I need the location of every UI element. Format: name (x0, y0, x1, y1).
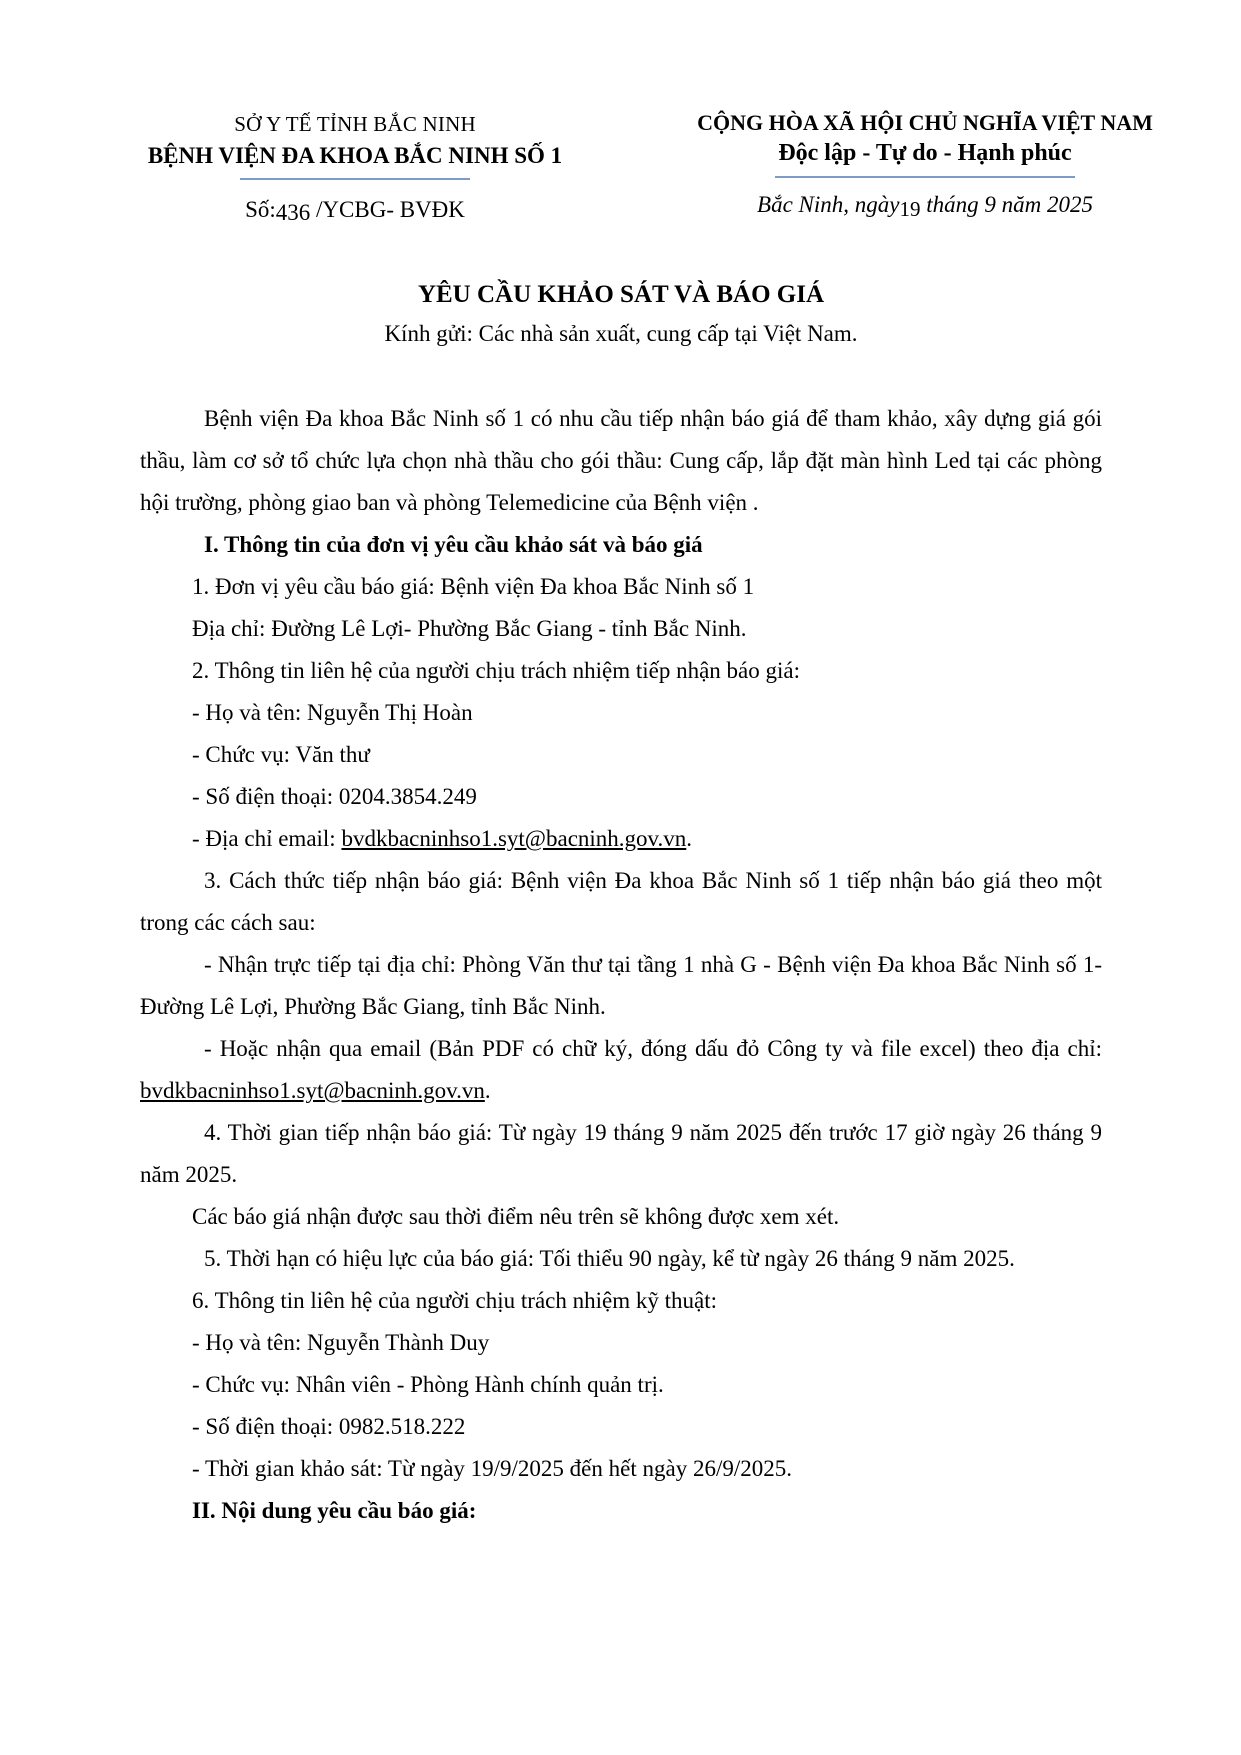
issuing-agency-block (105, 112, 605, 223)
item-1-unit: 1. Đơn vị yêu cầu báo giá: Bệnh viện Đa khoa Bắc Ninh số 1 (192, 574, 755, 599)
page-title: YÊU CẦU KHẢO SÁT VÀ BÁO GIÁ (417, 281, 825, 308)
national-motto: Độc lập - Tự do - Hạnh phúc (778, 140, 1072, 166)
document-number-value: 436 (275, 200, 311, 225)
salutation-line: Kính gửi: Các nhà sản xuất, cung cấp tại Việt Nam. (384, 321, 858, 346)
issue-date-prefix: Bắc Ninh, ngày (757, 192, 900, 217)
section-2-heading: II. Nội dung yêu cầu báo giá: (192, 1498, 477, 1523)
late-quotes-note: Các báo giá nhận được sau thời điểm nêu trên sẽ không được xem xét. (192, 1204, 840, 1229)
method-email-line: - Hoặc nhận qua email (Bản PDF có chữ ký, đóng dấu đỏ Công ty và file excel) theo địa chỉ: bvdkbacninhso1.syt@bacninh.gov.vn. (140, 1036, 1102, 1103)
national-motto-block (660, 110, 1190, 221)
document-body (140, 398, 1102, 1532)
item-2-contact: 2. Thông tin liên hệ của người chịu trách nhiệm tiếp nhận báo giá: (192, 658, 800, 683)
header-rule-right (775, 176, 1075, 178)
item-4-reception-time: 4. Thời gian tiếp nhận báo giá: Từ ngày 19 tháng 9 năm 2025 đến trước 17 giờ ngày 26 tháng 9 năm 2025. (140, 1120, 1102, 1187)
document-number-label: Số: (245, 197, 276, 222)
email-link[interactable]: bvdkbacninhso1.syt@bacninh.gov.vn (341, 826, 687, 851)
contact-phone-line: - Số điện thoại: 0204.3854.249 (192, 784, 477, 809)
method-direct-line: - Nhận trực tiếp tại địa chỉ: Phòng Văn thư tại tầng 1 nhà G - Bệnh viện Đa khoa Bắc Ninh số 1- Đường Lê Lợi, Phường Bắc Giang, tỉnh Bắc Ninh. (140, 952, 1102, 1019)
header-rule-left (240, 178, 470, 180)
document-number-suffix: /YCBG- BVĐK (316, 197, 465, 222)
contact-email-line: - Địa chỉ email: bvdkbacninhso1.syt@bacninh.gov.vn. (192, 826, 693, 851)
item-5-validity: 5. Thời hạn có hiệu lực của báo giá: Tối thiểu 90 ngày, kể từ ngày 26 tháng 9 năm 2025. (204, 1246, 1015, 1271)
document-number (105, 197, 605, 223)
contact-name-line: - Họ và tên: Nguyễn Thị Hoàn (192, 700, 473, 725)
issue-date-line (660, 192, 1190, 221)
hospital-name: BỆNH VIỆN ĐA KHOA BẮC NINH SỐ 1 (147, 143, 563, 168)
parent-agency-name: SỞ Y TẾ TỈNH BẮC NINH (234, 112, 476, 136)
unit-address-line: Địa chỉ: Đường Lê Lợi- Phường Bắc Giang - tỉnh Bắc Ninh. (192, 616, 747, 641)
item-6-tech-contact: 6. Thông tin liên hệ của người chịu trách nhiệm kỹ thuật: (192, 1288, 717, 1313)
title-block (140, 281, 1102, 347)
intro-paragraph: Bệnh viện Đa khoa Bắc Ninh số 1 có nhu cầu tiếp nhận báo giá để tham khảo, xây dựng giá gói thầu, làm cơ sở tổ chức lựa chọn nhà thầu cho gói thầu: Cung cấp, lắp đặt màn hình Led tại các phòng hội trường, phòng giao ban và phòng Telemedicine của Bệnh viện . (140, 406, 1102, 515)
tech-position-line: - Chức vụ: Nhân viên - Phòng Hành chính quản trị. (192, 1372, 664, 1397)
contact-position-line: - Chức vụ: Văn thư (192, 742, 370, 767)
email-link[interactable]: bvdkbacninhso1.syt@bacninh.gov.vn (140, 1078, 485, 1103)
issue-date-suffix: tháng 9 năm 2025 (926, 192, 1093, 217)
issue-date-day: 19 (899, 197, 921, 221)
national-title: CỘNG HÒA XÃ HỘI CHỦ NGHĨA VIỆT NAM (697, 110, 1153, 135)
item-3-method: 3. Cách thức tiếp nhận báo giá: Bệnh viện Đa khoa Bắc Ninh số 1 tiếp nhận báo giá theo một trong các cách sau: (140, 868, 1102, 935)
tech-phone-line: - Số điện thoại: 0982.518.222 (192, 1414, 466, 1439)
tech-name-line: - Họ và tên: Nguyễn Thành Duy (192, 1330, 490, 1355)
survey-time-line: - Thời gian khảo sát: Từ ngày 19/9/2025 đến hết ngày 26/9/2025. (192, 1456, 792, 1481)
section-1-heading: I. Thông tin của đơn vị yêu cầu khảo sát và báo giá (204, 532, 703, 557)
